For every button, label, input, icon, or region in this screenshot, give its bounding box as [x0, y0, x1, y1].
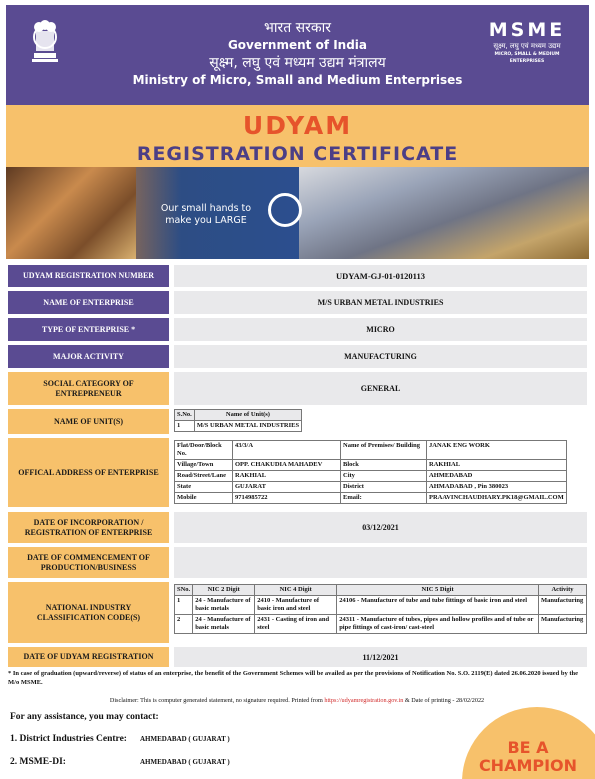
msme-logo — [477, 19, 577, 65]
contact-msme-di — [10, 757, 230, 767]
graduation-footnote: * In case of graduation (upward/reverse) of status of an enterprise, the benefit of the Government Schemes will be availed as per the provisions of Notification No. S.O. 2119(E) dated 26.06.2020 issued by the M/o MSME. — [8, 670, 578, 686]
address-value: RAKHIAL — [233, 471, 341, 482]
units-table — [174, 409, 302, 432]
nic-activity: Manufacturing — [539, 596, 587, 615]
nic-col-4digit: NIC 4 Digit — [255, 585, 337, 596]
enterprise-name-label: NAME OF ENTERPRISE — [8, 291, 169, 314]
nic-col-activity: Activity — [539, 585, 587, 596]
hindi-ministry: सूक्ष्म, लघु एवं मध्यम उद्यम मंत्रालय — [209, 55, 386, 71]
government-of-india: Government of India — [227, 38, 368, 52]
nic-4digit: 2410 - Manufacture of basic iron and steel — [255, 596, 337, 615]
table-row — [175, 421, 302, 432]
row-registration-number — [8, 265, 587, 287]
row-unit-names — [8, 409, 587, 434]
registration-number-value: UDYAM-GJ-01-0120113 — [174, 265, 587, 287]
champion-line-2: CHAMPION — [478, 756, 578, 775]
disclaimer-date: & Date of printing - 28/02/2022 — [403, 697, 485, 704]
row-incorporation-date — [8, 512, 587, 543]
ministry-name: Ministry of Micro, Small and Medium Enterprises — [132, 73, 463, 87]
msme-logo-text: MSME — [488, 19, 566, 41]
table-row — [175, 441, 567, 460]
address-value: GUJARAT — [233, 482, 341, 493]
msme-di-value: AHMEDABAD ( GUJARAT ) — [140, 758, 230, 766]
row-commencement-date — [8, 547, 587, 578]
champion-line-1: BE A — [507, 738, 549, 757]
table-row — [175, 471, 567, 482]
address-value: PRAAVINCHAUDHARY.PK18@GMAIL.COM — [427, 493, 567, 504]
address-value: 43/3/A — [233, 441, 341, 460]
table-row — [175, 596, 587, 615]
nic-sno: 2 — [175, 615, 193, 634]
address-key: District — [341, 482, 427, 493]
address-key: State — [175, 482, 233, 493]
unit-sno: 1 — [175, 421, 195, 432]
row-enterprise-type — [8, 318, 587, 341]
incorporation-date-value: 03/12/2021 — [174, 512, 587, 543]
nic-2digit: 24 - Manufacture of basic metals — [193, 596, 255, 615]
address-key: Village/Town — [175, 460, 233, 471]
disclaimer-text: Disclaimer: This is computer generated statement, no signature required. Printed from — [109, 697, 325, 704]
nic-sno: 1 — [175, 596, 193, 615]
title-udyam: UDYAM — [242, 111, 353, 140]
address-key: Mobile — [175, 493, 233, 504]
table-row — [175, 615, 587, 634]
dic-value: AHMEDABAD ( GUJARAT ) — [140, 735, 230, 743]
address-key: Flat/Door/Block No. — [175, 441, 233, 460]
nic-2digit: 24 - Manufacture of basic metals — [193, 615, 255, 634]
incorporation-date-label: DATE OF INCORPORATION / REGISTRATION OF ENTERPRISE — [8, 512, 169, 543]
nic-table — [174, 584, 587, 634]
champion-text — [468, 739, 588, 775]
nic-codes-label: NATIONAL INDUSTRY CLASSIFICATION CODE(S) — [8, 582, 169, 643]
row-enterprise-name — [8, 291, 587, 314]
row-udyam-registration-date — [8, 647, 587, 667]
udyam-registration-date-label: DATE OF UDYAM REGISTRATION — [8, 647, 169, 667]
registration-number-label: UDYAM REGISTRATION NUMBER — [8, 265, 169, 287]
address-key: City — [341, 471, 427, 482]
address-table — [174, 440, 567, 504]
units-col-name: Name of Unit(s) — [194, 410, 301, 421]
address-key: Name of Premises/ Building — [341, 441, 427, 460]
social-category-label: SOCIAL CATEGORY OF ENTREPRENEUR — [8, 372, 169, 405]
banner-image — [6, 167, 589, 259]
address-key: Road/Street/Lane — [175, 471, 233, 482]
nic-5digit: 24106 - Manufacture of tube and tube fittings of basic iron and steel — [337, 596, 539, 615]
enterprise-type-label: TYPE OF ENTERPRISE * — [8, 318, 169, 341]
dic-label: 1. District Industries Centre: — [10, 734, 127, 744]
row-social-category — [8, 372, 587, 405]
address-key: Block — [341, 460, 427, 471]
nic-4digit: 2431 - Casting of iron and steel — [255, 615, 337, 634]
address-value: AHMEDABAD — [427, 471, 567, 482]
be-a-champion-badge — [450, 703, 595, 779]
unit-names-label: NAME OF UNIT(S) — [8, 409, 169, 434]
address-value: OPP. CHAKUDIA MAHADEV — [233, 460, 341, 471]
address-key: Email: — [341, 493, 427, 504]
major-activity-value: MANUFACTURING — [174, 345, 587, 368]
table-row — [175, 460, 567, 471]
row-nic-codes — [8, 582, 587, 643]
nic-col-5digit: NIC 5 Digit — [337, 585, 539, 596]
address-value: 9714985722 — [233, 493, 341, 504]
artisan-photo — [6, 167, 136, 259]
units-col-sno: S.No. — [175, 410, 195, 421]
major-activity-label: MAJOR ACTIVITY — [8, 345, 169, 368]
social-category-value: GENERAL — [174, 372, 587, 405]
address-value: AHMADABAD , Pin 380023 — [427, 482, 567, 493]
chakra-icon — [268, 193, 302, 227]
nic-col-2digit: NIC 2 Digit — [193, 585, 255, 596]
government-heading — [76, 19, 519, 89]
header-banner — [6, 5, 589, 105]
nic-5digit: 24311 - Manufacture of tubes, pipes and hollow profiles and of tube or pipe fittings of cast-iron/ cast-steel — [337, 615, 539, 634]
disclaimer-link[interactable]: https://udyamregistration.gov.in — [324, 697, 404, 704]
assistance-heading: For any assistance, you may contact: — [10, 712, 159, 722]
table-row — [175, 493, 567, 504]
msme-di-label: 2. MSME-DI: — [10, 757, 66, 767]
address-value: RAKHIAL — [427, 460, 567, 471]
enterprise-name-value: M/S URBAN METAL INDUSTRIES — [174, 291, 587, 314]
enterprise-type-value: MICRO — [174, 318, 587, 341]
udyam-registration-date-value: 11/12/2021 — [174, 647, 587, 667]
official-address-label: OFFICAL ADDRESS OF ENTERPRISE — [8, 438, 169, 507]
title-registration-certificate: REGISTRATION CERTIFICATE — [136, 143, 459, 165]
nic-col-sno: SNo. — [175, 585, 193, 596]
row-official-address — [8, 438, 587, 507]
msme-logo-hindi: सूक्ष्म, लघु एवं मध्यम उद्यम — [493, 42, 561, 50]
row-major-activity — [8, 345, 587, 368]
msme-logo-caption: MICRO, SMALL & MEDIUM ENTERPRISES — [494, 52, 560, 64]
industry-photo — [299, 167, 589, 259]
nic-activity: Manufacturing — [539, 615, 587, 634]
national-emblem-icon — [24, 17, 66, 79]
contact-dic — [10, 734, 230, 744]
table-row — [175, 482, 567, 493]
hindi-government: भारत सरकार — [264, 20, 331, 36]
address-value: JANAK ENG WORK — [427, 441, 567, 460]
commencement-date-label: DATE OF COMMENCEMENT OF PRODUCTION/BUSINESS — [8, 547, 169, 578]
commencement-date-value — [174, 547, 587, 578]
certificate-title — [6, 105, 589, 167]
unit-name: M/S URBAN METAL INDUSTRIES — [194, 421, 301, 432]
banner-slogan: Our small hands to make you LARGE — [160, 203, 252, 226]
